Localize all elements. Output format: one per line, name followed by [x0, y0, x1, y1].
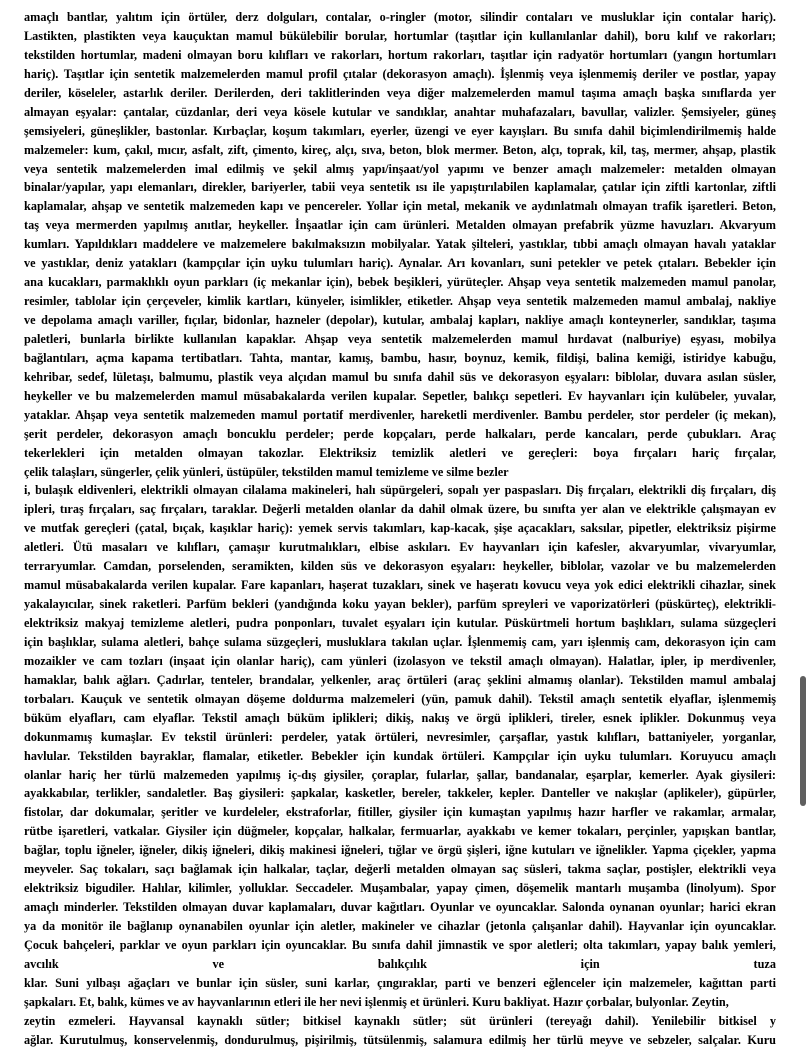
document-line: heykeller ve bu malzemelerden mamul müsabakalarda verilen kupalar. Sepetler, balıkçı sepetleri. Ev hayvanları için kulübeler, yuvalar, — [24, 388, 776, 403]
document-line: elektriksiz makyaj temizleme aletleri, pudra ponponları, tuvalet eşyaları için kutular. Püskürtmeli hortum başlıkları, sulama süzgeçleri — [24, 616, 776, 630]
document-line: şerit perdeler, dekorasyon amaçlı boncuklu perdeler; perde kopçaları, perde halkaları, perde kancaları, perde çubukları. Araç — [24, 426, 776, 441]
document-line: kehribar, sedef, lületaşı, balmumu, plastik veya alçıdan mamul bu sınıfa dahil süs ve dekorasyon eşyaları: biblolar, duvara asılan süsler, — [24, 369, 776, 384]
document-line: torbaları. Kauçuk ve sentetik olmayan döşeme doldurma malzemeleri (yün, pamuk dahil). Tekstil amaçlı sentetik elyaflar, işlenmemiş — [24, 691, 776, 706]
document-line: havlular. Tekstilden bayraklar, flamalar, etiketler. Bebekler için kundak örtüleri. Kampçılar için uyku tulumları. Koruyucu amaçlı — [24, 748, 776, 763]
scrollbar-thumb[interactable] — [800, 676, 806, 806]
document-line: kumları. Yapıldıkları maddelere ve malzemelere bakılmaksızın mobilyalar. Yatak şilteleri, yastıklar, tıbbi amaçlı olmayan havalı yataklar — [24, 237, 776, 252]
document-line: deriler, köseleler, astarlık deriler. Derilerden, deri taklitlerinden veya diğer malzemelerden mamul taşıma amaçlı başka sınıflarda yer — [24, 85, 776, 100]
document-line: ipleri, tıraş fırçaları, saç fırçaları, taraklar. Değerli metalden olanlar da dahil olmak üzere, bu sınıfta yer alan ve elektrikle çalışmayan ev — [24, 502, 776, 517]
document-line: yakalayıcılar, sinek raketleri. Parfüm bekleri (yandığında koku yayan bekler), parfüm spreyleri ve vaporizatörleri (püskürteç), elektrikli- — [24, 597, 776, 612]
document-line: ve yastıklar, deniz yatakları (kampçılar için uyku tulumları hariç). Aynalar. Arı kovanları, suni petekler ve petek çıtaları. Bebekler için — [24, 256, 776, 271]
document-line: Lastikten, plastikten veya kauçuktan mamul bükülebilir borular, hortumlar (taşıtlar için kullanılanlar dahil), boru kılıf ve rakorları; — [24, 28, 776, 43]
document-line: kaplamalar, ahşap ve sentetik malzemeden kapı ve pencereler. Yollar için metal, mekanik ve aydınlatmalı olmayan trafik işaretleri. Beton, — [24, 199, 776, 214]
document-line: büküm elyafları, cam elyaflar. Tekstil amaçlı büküm iplikleri; dikiş, nakış ve örgü iplikleri, tireler, esnek iplikler. Dokunmuş veya — [24, 710, 776, 725]
document-line: tekerlekleri için metalden olmayan takozlar. Elektriksiz temizlik aletleri ve gereçleri: boya fırçaları hariç fırçalar, — [24, 445, 776, 460]
document-line: elektriksiz bigudiler. Halılar, kilimler, yolluklar. Seccadeler. Muşambalar, yapay çimen, döşemelik mantarlı muşamba (linolyum). Spor — [24, 881, 776, 896]
document-line: için başlıklar, sulama aletleri, bahçe sulama süzgeçleri, musluklara takılan uçlar. İşlenmemiş cam, yarı işlenmiş cam, dekorasyon için cam — [24, 634, 776, 649]
document-line: rütbe işaretleri, vatkalar. Giysiler için düğmeler, kopçalar, halkalar, fermuarlar, ayakkabı ve kemer tokaları, perçinler, yapışkan bantlar, — [24, 824, 776, 839]
document-line: ya da monitör ile bağlanıp oynanabilen oyunlar için aletler, makineler ve cihazlar (jetonla çalışanlar dahil). Hayvanlar için oyuncaklar. — [24, 919, 776, 933]
document-page — [24, 8, 776, 1054]
document-line: mamul müsabakalarda verilen kupalar. Fare kapanları, haşerat tuzakları, sinek ve haşeratı kovucu veya yok edici elektrikli cihazlar, sinek — [24, 578, 776, 593]
document-line: Çocuk bahçeleri, parklar ve oyun parkları için oyuncaklar. Bu sınıfa dahil jimnastik ve spor aletleri; olta takımları, yapay balık yemleri, — [24, 937, 776, 952]
document-line: i, bulaşık eldivenleri, elektrikli olmayan cilalama makineleri, halı süpürgeleri, sopalı yer paspasları. Diş fırçaları, elektrikli diş fırçaları, diş — [24, 483, 776, 498]
document-line: klar. Suni yılbaşı ağaçları ve bunlar için süsler, suni karlar, çıngıraklar, parti ve benzeri eğlenceler için malzemeler, kağıttan parti — [24, 975, 776, 990]
document-line: hamaklar, balık ağları. Çadırlar, tenteler, brandalar, yelkenler, araç örtüleri (araç şeklini almamış olanlar). Tekstilden mamul ambalaj — [24, 672, 776, 687]
document-line: dokunmamış kumaşlar. Ev tekstil ürünleri: perdeler, yatak örtüleri, nevresimler, çarşaflar, yastık kılıfları, battaniyeler, yorganlar, — [24, 729, 776, 744]
document-line: taş veya mermerden yapılmış anıtlar, heykeller. İnşaatlar için cam ürünleri. Metalden olmayan prefabrik yüzme havuzları. Akvaryum — [24, 218, 776, 233]
document-line: ana kucakları, parmaklıklı oyun parkları (iç mekanlar için), bebek beşikleri, yürüteçler. Ahşap veya sentetik malzemeden mamul panolar, — [24, 275, 776, 290]
document-line: hariç). Taşıtlar için sentetik malzemelerden mamul profil çıtalar (dekorasyon amaçlı). İşlenmiş veya işlenmemiş deriler ve postlar, yapay — [24, 66, 776, 81]
document-line: bağlar, toplu iğneler, iğneler, dikiş iğneleri, dikiş makinesi iğneleri, tığlar ve örgü şişleri, iğne kutuları ve iğnelikler. Yapma çiçekler, yapma — [24, 843, 776, 858]
vertical-scrollbar[interactable] — [796, 0, 808, 1060]
document-line: meyveler. Saç tokaları, saçı bağlamak için halkalar, taçlar, değerli metalden olmayan saç süsleri, takma saçlar, postişler, elektrikli veya — [24, 862, 776, 877]
document-line: şemsiyeleri, güneşlikler, bastonlar. Kırbaçlar, koşum takımları, eyerler, üzengi ve eyer kayışları. Bu sınıfa dahil biçimlendirilmemiş halde — [24, 123, 776, 138]
document-line: mozaikler ve cam tozları (inşaat için olanlar hariç), cam yünleri (izolasyon ve tekstil amaçlı olmayan). Halatlar, ipler, ip merdivenler, — [24, 653, 776, 668]
document-line: şapkaları. Et, balık, kümes ve av hayvanlarının etleri ile her nevi işlenmiş et ürünleri. Kuru bakliyat. Hazır çorbalar, bulyonlar. Zeytin, — [24, 994, 729, 1009]
document-line: zeytin ezmeleri. Hayvansal kaynaklı sütler; bitkisel kaynaklı sütler; süt ürünleri (tereyağı dahil). Yenilebilir bitkisel y — [24, 1013, 776, 1028]
document-line: amaçlı minderler. Tekstilden olmayan duvar kaplamaları, duvar kağıtları. Oyunlar ve oyuncaklar. Salonda oynanan oyunlar; harici ekran — [24, 900, 776, 915]
document-line: tekstilden hortumlar, madeni olmayan boru kılıfları ve rakorları, hortum rakorları, taşıtlar için radyatör hortumları (yangın hortumları — [24, 47, 776, 62]
document-line: terraryumlar. Camdan, porselenden, seramikten, kilden süs ve dekorasyon eşyaları: heykeller, biblolar, vazolar ve bu malzemelerden — [24, 559, 776, 574]
document-line: yataklar. Ahşap veya sentetik malzemeden mamul portatif merdivenler, hareketli merdivenler. Bambu perdeler, stor perdeler (iç mekan), — [24, 407, 776, 422]
document-line: olanlar hariç her türlü malzemeden yapılmış iç-dış giysiler, çoraplar, fularlar, şallar, bandanalar, eşarplar, kemerler. Ayak giysileri: — [24, 767, 776, 782]
document-line: avcılık ve balıkçılık için tuza — [24, 956, 776, 971]
document-line: fistolar, dar dokumalar, şeritler ve kurdeleler, ekstraforlar, fitiller, giysiler için kumaştan yapılmış hazır harfler ve rakamlar, armalar, — [24, 805, 776, 820]
document-line: resimler, tablolar için çerçeveler, kimlik kartları, künyeler, isimlikler, etiketler. Ahşap veya sentetik malzemeden mamul ambalaj, nakliye — [24, 294, 776, 309]
document-line: ve depolama amaçlı variller, fıçılar, bidonlar, hazneler (depolar), kutular, ambalaj kapları, nakliye amaçlı konteynerler, sandıklar, taşıma — [24, 313, 776, 327]
document-line: bağlantıları, açma kapama tertibatları. Tahta, mantar, kamış, bambu, hasır, boynuz, kemik, fildişi, balina kemiği, istiridye kabuğu, — [24, 350, 776, 365]
document-line: ağlar. Kurutulmuş, konservelenmiş, dondurulmuş, pişirilmiş, tütsülenmiş, salamura edilmiş her türlü meyve ve sebzeler, salçalar. Kuru — [24, 1032, 776, 1047]
document-line: malzemeler: kum, çakıl, mıcır, asfalt, zift, çimento, kireç, alçı, sıva, beton, blok mermer. Beton, alçı, toprak, kil, taş, mermer, ahşap, plastik — [24, 142, 776, 157]
document-line: paletleri, bunlarla birlikte kullanılan kapaklar. Ahşap veya sentetik malzemelerden mamul hırdavat (nalburiye) eşyası, mobilya — [24, 331, 776, 346]
document-line: ayakkabılar, terlikler, sandaletler. Baş giysileri: şapkalar, kasketler, bereler, takkeler, kepler. Danteller ve nakışlar (aplikeler), güpürler, — [24, 786, 776, 801]
document-line: çelik talaşları, süngerler, çelik yünleri, üstüpüler, tekstilden mamul temizleme ve silme bezler — [24, 464, 509, 479]
document-line: aletleri. Ütü masaları ve kılıfları, çamaşır kurutmalıkları, elbise askıları. Ev hayvanları için kafesler, akvaryumlar, vivaryumlar, — [24, 540, 776, 555]
document-line: veya sentetik malzemelerden imal edilmiş ve şekil almış yapı/inşaat/yol yapımı ve benzer amaçlı malzemeler: metalden olmayan — [24, 161, 776, 176]
document-line: amaçlı bantlar, yalıtım için örtüler, derz dolguları, contalar, o-ringler (motor, silindir contaları ve musluklar için contalar hariç). — [24, 10, 776, 24]
document-line: binalar/yapılar, yapı elemanları, direkler, bariyerler, tabii veya sentetik ısı ile yapıştırılabilen kaplamalar, çatılar için ziftli kartonlar, ziftli — [24, 180, 776, 195]
document-line: almayan eşyalar: çantalar, cüzdanlar, deri veya kösele kutular ve sandıklar, anahtar muhafazaları, bavullar, valizler. Şemsiyeler, güneş — [24, 104, 776, 119]
document-line: ve mutfak gereçleri (çatal, bıçak, kaşıklar hariç): yemek servis takımları, kap-kacak, şişe açacakları, saksılar, pipetler, elektriksiz pişirme — [24, 521, 776, 536]
